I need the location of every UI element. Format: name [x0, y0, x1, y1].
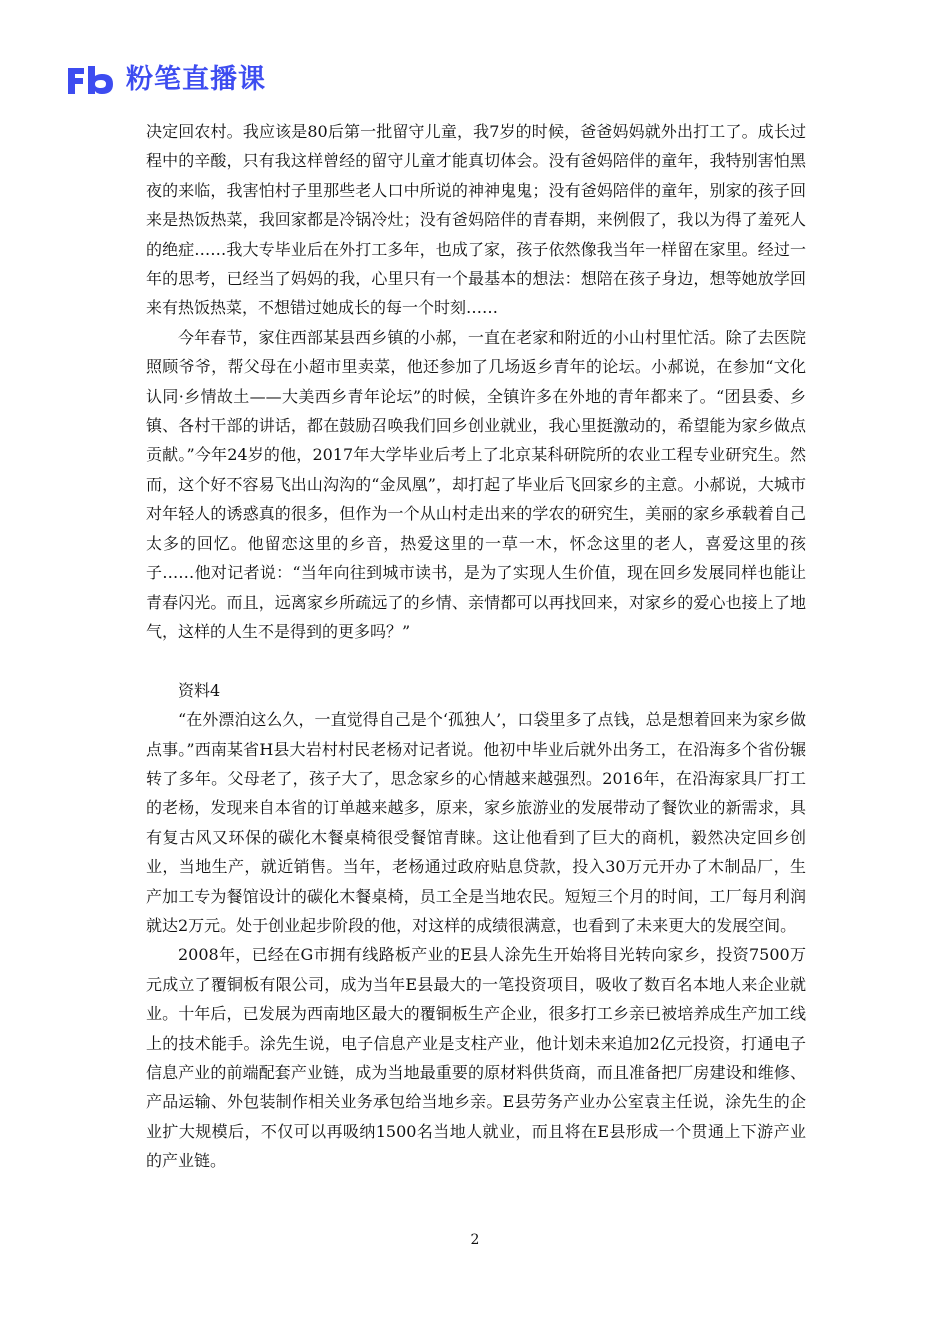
page-number: 2 — [470, 1232, 480, 1248]
paragraph: 今年春节，家住西部某县西乡镇的小郝，一直在老家和附近的小山村里忙活。除了去医院照顾爷爷，帮父母在小超市里卖菜，他还参加了几场返乡青年的论坛。小郝说，在参加“文化认同·乡情故土——大美西乡青年论坛”的时候，全镇许多在外地的青年都来了。“团县委、乡镇、各村干部的讲话，都在鼓励召唤我们回乡创业就业，我心里挺激动的，希望能为家乡做点贡献。”今年24岁的他，2017年大学毕业后考上了北京某科研院所的农业工程专业研究生。然而，这个好不容易飞出山沟沟的“金凤凰”，却打起了毕业后飞回家乡的主意。小郝说，大城市对年轻人的诱惑真的很多，但作为一个从山村走出来的学农的研究生，美丽的家乡承载着自己太多的回忆。他留恋这里的乡音，热爱这里的一草一木，怀念这里的老人，喜爱这里的孩子……他对记者说：“当年向往到城市读书，是为了实现人生价值，现在回乡发展同样也能让青春闪光。而且，远离家乡所疏远了的乡情、亲情都可以再找回来，对家乡的爱心也接上了地气，这样的人生不是得到的更多吗？” — [146, 327, 806, 641]
paragraph: 决定回农村。我应该是80后第一批留守儿童，我7岁的时候，爸爸妈妈就外出打工了。成长过程中的辛酸，只有我这样曾经的留守儿童才能真切体会。没有爸妈陪伴的童年，我特别害怕黑夜的来临，我害怕村子里那些老人口中所说的神神鬼鬼；没有爸妈陪伴的童年，别家的孩子回来是热饭热菜，我回家都是冷锅冷灶；没有爸妈陪伴的青春期，来例假了，我以为得了羞死人的绝症……我大专毕业后在外打工多年，也成了家，孩子依然像我当年一样留在家里。经过一年的思考，已经当了妈妈的我，心里只有一个最基本的想法：想陪在孩子身边，想等她放学回来有热饭热菜，不想错过她成长的每一个时刻…… — [146, 122, 806, 318]
section-heading: 资料4 — [178, 680, 221, 700]
header — [66, 60, 266, 100]
paragraph: 2008年，已经在G市拥有线路板产业的E县人涂先生开始将目光转向家乡，投资7500万元成立了覆铜板有限公司，成为当年E县最大的一笔投资项目，吸收了数百名本地人来企业就业。十年后，已发展为西南地区最大的覆铜板生产企业，很多打工乡亲已被培养成生产加工线上的技术能手。涂先生说，电子信息产业是支柱产业，他计划未来追加2亿元投资，打通电子信息产业的前端配套产业链，成为当地最重要的原材料供货商，而且准备把厂房建设和维修、产品运输、外包装制作相关业务承包给当地乡亲。E县劳务产业办公室袁主任说，涂先生的企业扩大规模后，不仅可以再吸纳1500名当地人就业，而且将在E县形成一个贯通上下游产业的产业链。 — [146, 945, 806, 1171]
brand-name: 粉笔直播课 — [126, 64, 266, 95]
document-body — [146, 117, 806, 1176]
fb-logo-icon — [66, 63, 118, 97]
paragraph: “在外漂泊这么久，一直觉得自己是个‘孤独人’，口袋里多了点钱，总是想着回来为家乡做点事。”西南某省H县大岩村村民老杨对记者说。他初中毕业后就外出务工，在沿海多个省份辗转了多年。父母老了，孩子大了，思念家乡的心情越来越强烈。2016年，在沿海家具厂打工的老杨，发现来自本省的订单越来越多，原来，家乡旅游业的发展带动了餐饮业的新需求，具有复古风又环保的碳化木餐桌椅很受餐馆青睐。这让他看到了巨大的商机，毅然决定回乡创业，当地生产，就近销售。当年，老杨通过政府贴息贷款，投入30万元开办了木制品厂，生产加工专为餐馆设计的碳化木餐桌椅，员工全是当地农民。短短三个月的时间，工厂每月利润就达2万元。处于创业起步阶段的他，对这样的成绩很满意，也看到了未来更大的发展空间。 — [146, 710, 806, 935]
